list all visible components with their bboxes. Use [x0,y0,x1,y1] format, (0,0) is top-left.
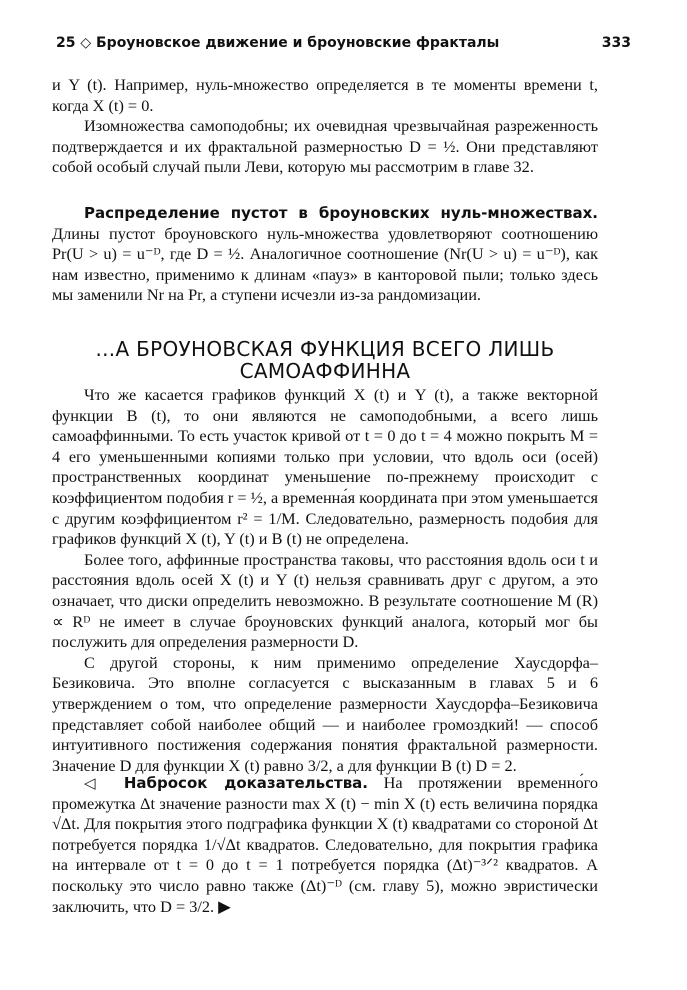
chapter-title: 25 ◇ Броуновское движение и броуновские фракталы [56,35,500,51]
section-heading [52,338,598,382]
paragraph: Более того, аффинные пространства таковы, что расстояния вдоль оси t и расстояния вдоль осей X (t) и Y (t) нельзя сравнивать друг с другом, а это означает, что диски определить невозможно. В результате соотношение M (R) ∝ Rᴰ не имеет в случае броуновских функций аналога, который мог бы послужить для определения размерности D. [52,549,598,652]
subsection-paragraph [52,203,598,306]
running-header [56,35,631,57]
section-text-block [52,385,598,776]
subsection-title: Распределение пустот в броуновских нуль-множествах. [84,204,598,222]
proof-block [52,773,598,917]
subsection-text: Длины пустот броуновского нуль-множества удовлетворяют соотношению Pr(U > u) = u⁻ᴰ, где D = ½. Аналогичное соотношение (Nr(U > u) = u⁻ᴰ), как нам известно, применимо к длинам «пауз» в канторовой пыли; только здесь мы заменили Nr на Pr, а ступени исчезли из-за рандомизации. [52,223,598,305]
section-heading-line2: САМОАФФИННА [239,359,411,383]
top-text-block [52,75,598,178]
paragraph: Изомножества самоподобны; их очевидная чрезвычайная разреженность подтверждается и их фрактальной размерностью D = ½. Они представляют собой особый случай пыли Леви, которую мы рассмотрим в главе 32. [52,116,598,177]
paragraph: и Y (t). Например, нуль-множество определяется в те моменты времени t, когда X (t) = 0. [52,75,598,115]
proof-title: ◁ Набросок доказательства. [84,774,369,792]
paragraph: Что же касается графиков функций X (t) и Y (t), а также векторной функции B (t), то они являются не самоподобными, а всего лишь самоаффинными. То есть участок кривой от t = 0 до t = 4 можно покрыть M = 4 его уменьшенными копиями только при условии, что вдоль оси (осей) пространственных координат уменьшение по-прежнему происходит с коэффициентом подобия r = ½, а временна́я координата при этом уменьшается с другим коэффициентом r² = 1/M. Следовательно, размерность подобия для графиков функций X (t), Y (t) и B (t) не определена. [52,385,598,549]
proof-paragraph [52,773,598,917]
page-number: 333 [601,35,631,51]
section-heading-line1: ...А БРОУНОВСКАЯ ФУНКЦИЯ ВСЕГО ЛИШЬ [95,337,555,361]
proof-text: На протяжении временно́го промежутка Δt значение разности max X (t) − min X (t) есть величина порядка √Δt. Для покрытия этого подграфика функции X (t) квадратами со стороной Δt потребуется порядка 1/√Δt квадратов. Следовательно, для покрытия графика на интервале от t = 0 до t = 1 потребуется порядка (Δt)⁻³ᐟ² квадратов. А поскольку это число равно также (Δt)⁻ᴰ (см. главу 5), можно эвристически заключить, что D = 3/2. ▶ [52,773,599,916]
subsection-block [52,203,598,306]
paragraph: С другой стороны, к ним применимо определение Хаусдорфа–Безиковича. Это вполне согласуется с высказанным в главах 5 и 6 утверждением о том, что определение размерности Хаусдорфа–Безиковича представляет собой наиболее общий — и наиболее громоздкий! — способ интуитивного постижения содержания понятия фрактальной размерности. Значение D для функции X (t) равно 3/2, а для функции B (t) D = 2. [52,652,598,775]
